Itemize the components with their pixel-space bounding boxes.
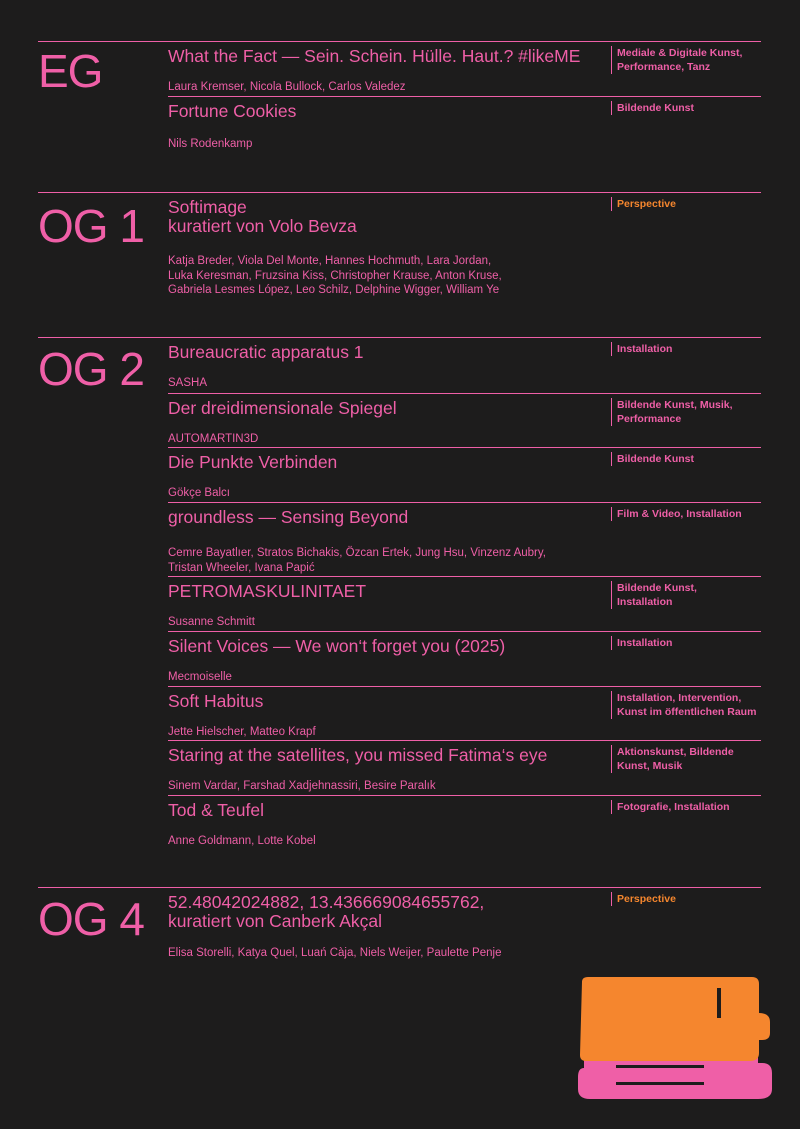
entry-artists: Susanne Schmitt	[168, 616, 255, 628]
entry-category: Installation	[611, 636, 765, 650]
entry-category: Aktionskunst, Bildende Kunst, Musik	[611, 745, 747, 773]
entry-artists: Jette Hielscher, Matteo Krapf	[168, 726, 316, 738]
entry-artists: Nils Rodenkamp	[168, 138, 253, 150]
program-entry	[168, 96, 761, 150]
entry-title: Bureaucratic apparatus 1	[168, 342, 364, 362]
logo-graphic	[576, 975, 776, 1103]
program-entry	[168, 502, 761, 574]
program-entry	[168, 447, 761, 499]
entry-artists: Sinem Vardar, Farshad Xadjehnassiri, Besire Paralık	[168, 780, 436, 792]
entry-category: Installation, Intervention, Kunst im öffentlichen Raum	[611, 691, 757, 719]
floor-label: OG 4	[38, 893, 144, 945]
entry-artists: Laura Kremser, Nicola Bullock, Carlos Valedez	[168, 81, 406, 93]
entry-category: Bildende Kunst, Installation	[611, 581, 717, 609]
entry-category: Bildende Kunst	[611, 452, 765, 466]
floor-label: EG	[38, 45, 103, 97]
entry-artists: Cemre Bayatlıer, Stratos Bichakis, Özcan Ertek, Jung Hsu, Vinzenz Aubry, Tristan Wheeler, Ivana Papić	[168, 547, 546, 574]
entry-artists: Mecmoiselle	[168, 671, 232, 683]
entry-artists: Anne Goldmann, Lotte Kobel	[168, 835, 316, 847]
entry-title: Tod & Teufel	[168, 800, 264, 820]
program-entry	[168, 631, 761, 683]
floor-eg	[38, 41, 761, 150]
program-entry	[168, 686, 761, 738]
entry-artists: AUTOMARTIN3D	[168, 433, 259, 445]
entry-category: Perspective	[611, 892, 765, 906]
entry-artists: SASHA	[168, 377, 207, 389]
entry-artists: Katja Breder, Viola Del Monte, Hannes Hochmuth, Lara Jordan, Luka Keresman, Fruzsina Kiss, Christopher Krause, Anton Kruse, Gabriela Lesmes López, Leo Schilz, Delphine Wigger, William Ye	[168, 255, 502, 296]
entry-title: Silent Voices — We won‘t forget you (2025)	[168, 636, 506, 656]
entry-title: What the Fact — Sein. Schein. Hülle. Haut.? #likeME	[168, 46, 581, 66]
entry-category: Installation	[611, 342, 765, 356]
entry-category: Film & Video, Installation	[611, 507, 765, 521]
floor-og1	[38, 192, 761, 296]
floor-label: OG 1	[38, 200, 144, 252]
logo-mark-line	[616, 1082, 704, 1085]
program-entry	[168, 740, 761, 792]
entry-title: Soft Habitus	[168, 691, 264, 711]
program-entry	[168, 795, 761, 847]
entry-title: Der dreidimensionale Spiegel	[168, 398, 397, 418]
floor-og2	[38, 337, 761, 847]
entry-category: Mediale & Digitale Kunst, Performance, Tanz	[611, 46, 757, 74]
entry-title: Staring at the satellites, you missed Fatima‘s eye	[168, 745, 548, 765]
entry-artists: Elisa Storelli, Katya Quel, Luań Càja, Niels Weijer, Paulette Penje	[168, 947, 502, 959]
entry-category: Bildende Kunst	[611, 101, 765, 115]
entry-title: Softimage kuratiert von Volo Bevza	[168, 197, 357, 236]
entry-title: groundless — Sensing Beyond	[168, 507, 409, 527]
logo-mark-line	[616, 1065, 704, 1068]
program-entry	[168, 393, 761, 445]
entry-title: 52.48042024882, 13.436669084655762, kuratiert von Canberk Akçal	[168, 892, 485, 931]
logo-orange-shape	[580, 977, 770, 1061]
entry-title: Die Punkte Verbinden	[168, 452, 338, 472]
entry-category: Bildende Kunst, Musik, Performance	[611, 398, 742, 426]
entry-title: Fortune Cookies	[168, 101, 297, 121]
entry-category: Fotografie, Installation	[611, 800, 765, 814]
entry-artists: Gökçe Balcı	[168, 487, 230, 499]
logo-mark-vertical	[717, 988, 721, 1018]
entry-category: Perspective	[611, 197, 765, 211]
floor-label: OG 2	[38, 343, 144, 395]
program-entry	[168, 576, 761, 628]
floor-og4	[38, 887, 761, 959]
entry-title: PETROMASKULINITAET	[168, 581, 367, 601]
